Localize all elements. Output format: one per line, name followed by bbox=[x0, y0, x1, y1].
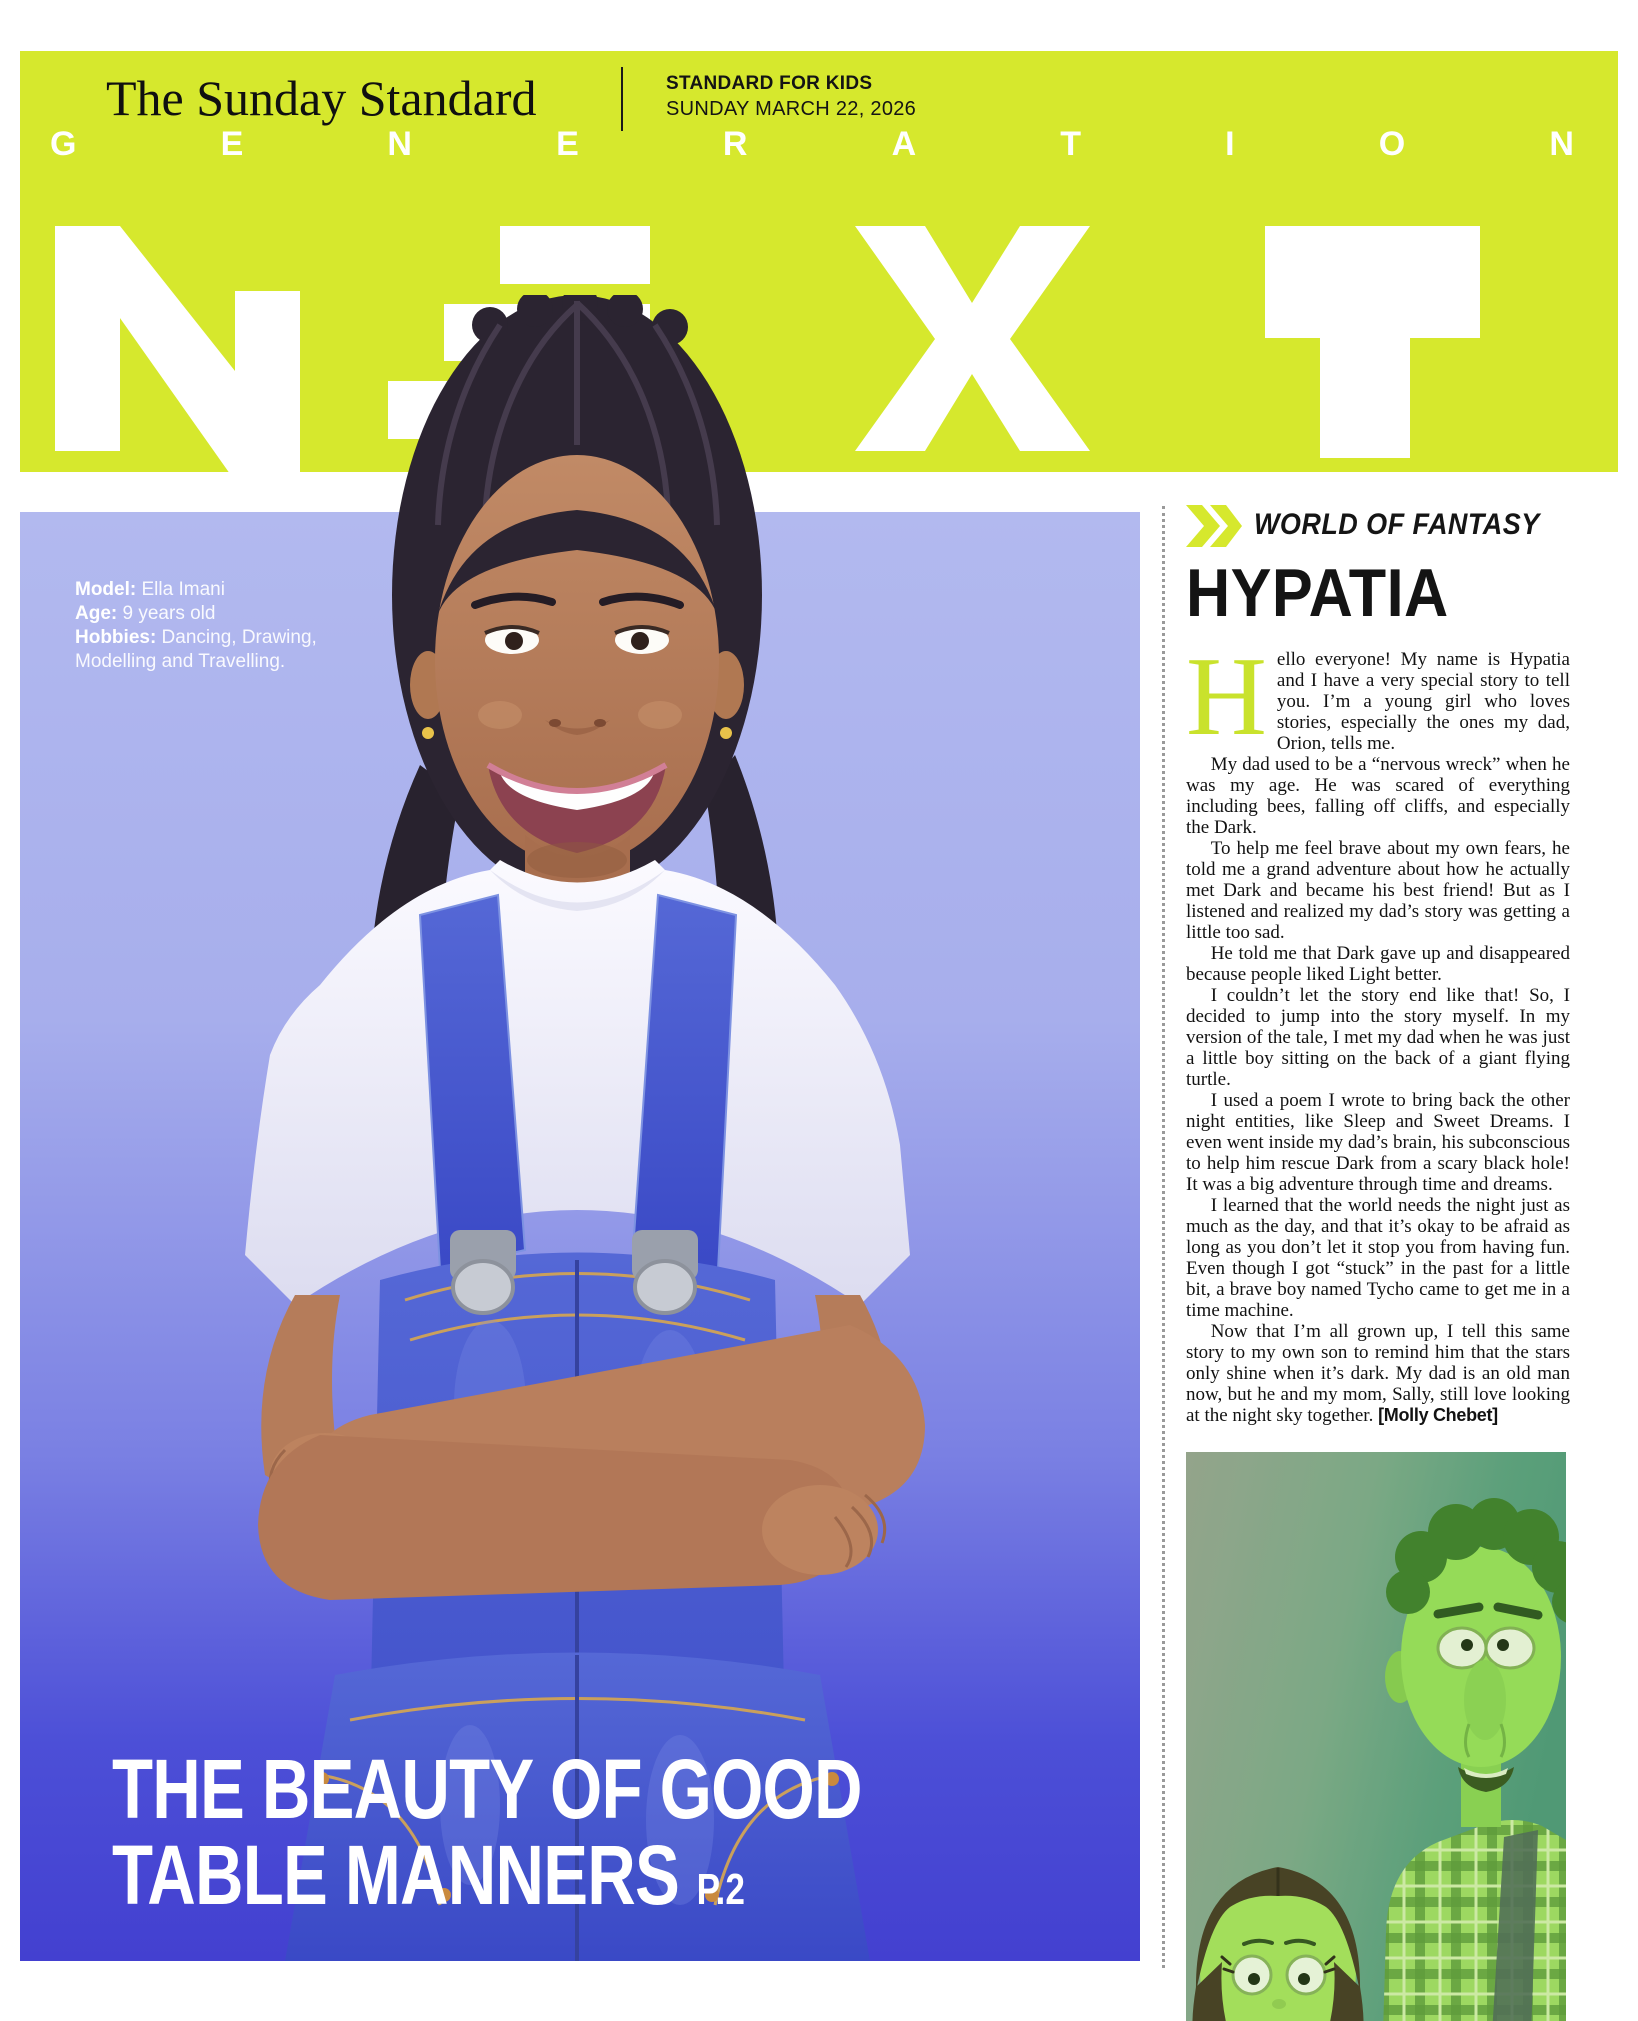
article-paragraph: My dad used to be a “nervous wreck” when he was my age. He was scared of everything including bees, falling off cliffs, and especially the Dark. bbox=[1186, 754, 1570, 838]
model-info-line: Model: Ella Imani bbox=[75, 579, 225, 600]
article-paragraph: I learned that the world needs the night just as much as the day, and that it’s okay to be afraid as long as you don’t let it stop you from having fun. Even though I got “stuck” in the past for a little bit, a brave boy named Tycho came to get me in a time machine. bbox=[1186, 1195, 1570, 1321]
generation-letter: I bbox=[1225, 125, 1235, 163]
generation-letter: A bbox=[891, 125, 917, 163]
model-info-line: Hobbies: Dancing, Drawing, bbox=[75, 627, 317, 648]
cover-photo bbox=[20, 295, 1140, 1961]
byline: [Molly Chebet] bbox=[1378, 1405, 1498, 1425]
column-divider bbox=[1162, 506, 1165, 1968]
story-image bbox=[1186, 1452, 1566, 2021]
section-label: WORLD OF FANTASY bbox=[1254, 508, 1540, 541]
article-body bbox=[1186, 635, 1570, 1426]
section-header bbox=[1186, 505, 1572, 545]
drop-cap: H bbox=[1186, 635, 1267, 759]
model-info bbox=[75, 578, 375, 674]
cover-headline-line1: THE BEAUTY OF GOOD bbox=[112, 1742, 862, 1836]
model-info-line: Modelling and Travelling. bbox=[75, 651, 286, 672]
article-paragraph: I used a poem I wrote to bring back the other night entities, like Sleep and Sweet Dreams. I even went inside my dad’s brain, his subconscious to help him rescue Dark from a scary black hole! It was a big adventure through time and dreams. bbox=[1186, 1090, 1570, 1195]
earring bbox=[422, 727, 434, 739]
article-title: HYPATIA bbox=[1186, 555, 1449, 631]
article-paragraph: Now that I’m all grown up, I tell this same story to my own son to remind him that the stars only shine when it’s dark. My dad is an old man now, but he and my mom, Sally, still love looking at the night sky together. [Molly Chebet] bbox=[1186, 1321, 1570, 1426]
article-paragraph: I couldn’t let the story end like that! So, I decided to jump into the story myself. In my version of the tale, I met my dad when he was just a little boy sitting on the back of a giant flying turtle. bbox=[1186, 985, 1570, 1090]
generation-letter: R bbox=[722, 125, 748, 163]
double-chevron-icon bbox=[1186, 503, 1242, 549]
article-paragraph: To help me feel brave about my own fears, he told me a grand adventure about how he actually met Dark and became his best friend! But as I listened and realized my dad’s story was getting a little too sad. bbox=[1186, 838, 1570, 943]
next-letter-t bbox=[1265, 226, 1480, 458]
cover-headline-line2: TABLE MANNERS P.2 bbox=[112, 1828, 745, 1922]
article-paragraph: Hello everyone! My name is Hypatia and I have a very special story to tell you. I’m a young girl who loves stories, especially the ones my dad, Orion, tells me. bbox=[1186, 635, 1570, 759]
generation-letter: T bbox=[1060, 125, 1082, 163]
fantasy-column bbox=[1186, 505, 1572, 2021]
cover-photo-illustration bbox=[20, 295, 1140, 1961]
generation-letter: O bbox=[1378, 125, 1406, 163]
issue-date: SUNDAY MARCH 22, 2026 bbox=[666, 98, 917, 120]
newspaper-title: The Sunday Standard bbox=[106, 70, 537, 126]
generation-letter: E bbox=[556, 125, 579, 163]
kids-section-label: STANDARD FOR KIDS bbox=[666, 73, 873, 94]
article-paragraph: He told me that Dark gave up and disappeared because people liked Light better. bbox=[1186, 943, 1570, 985]
model-info-line: Age: 9 years old bbox=[75, 603, 216, 624]
earring bbox=[720, 727, 732, 739]
page-reference[interactable]: P.2 bbox=[696, 1865, 745, 1914]
generation-letter: G bbox=[50, 125, 77, 163]
generation-letter: E bbox=[220, 125, 244, 163]
generation-letter: N bbox=[387, 125, 412, 163]
generation-letter: N bbox=[1549, 125, 1574, 163]
